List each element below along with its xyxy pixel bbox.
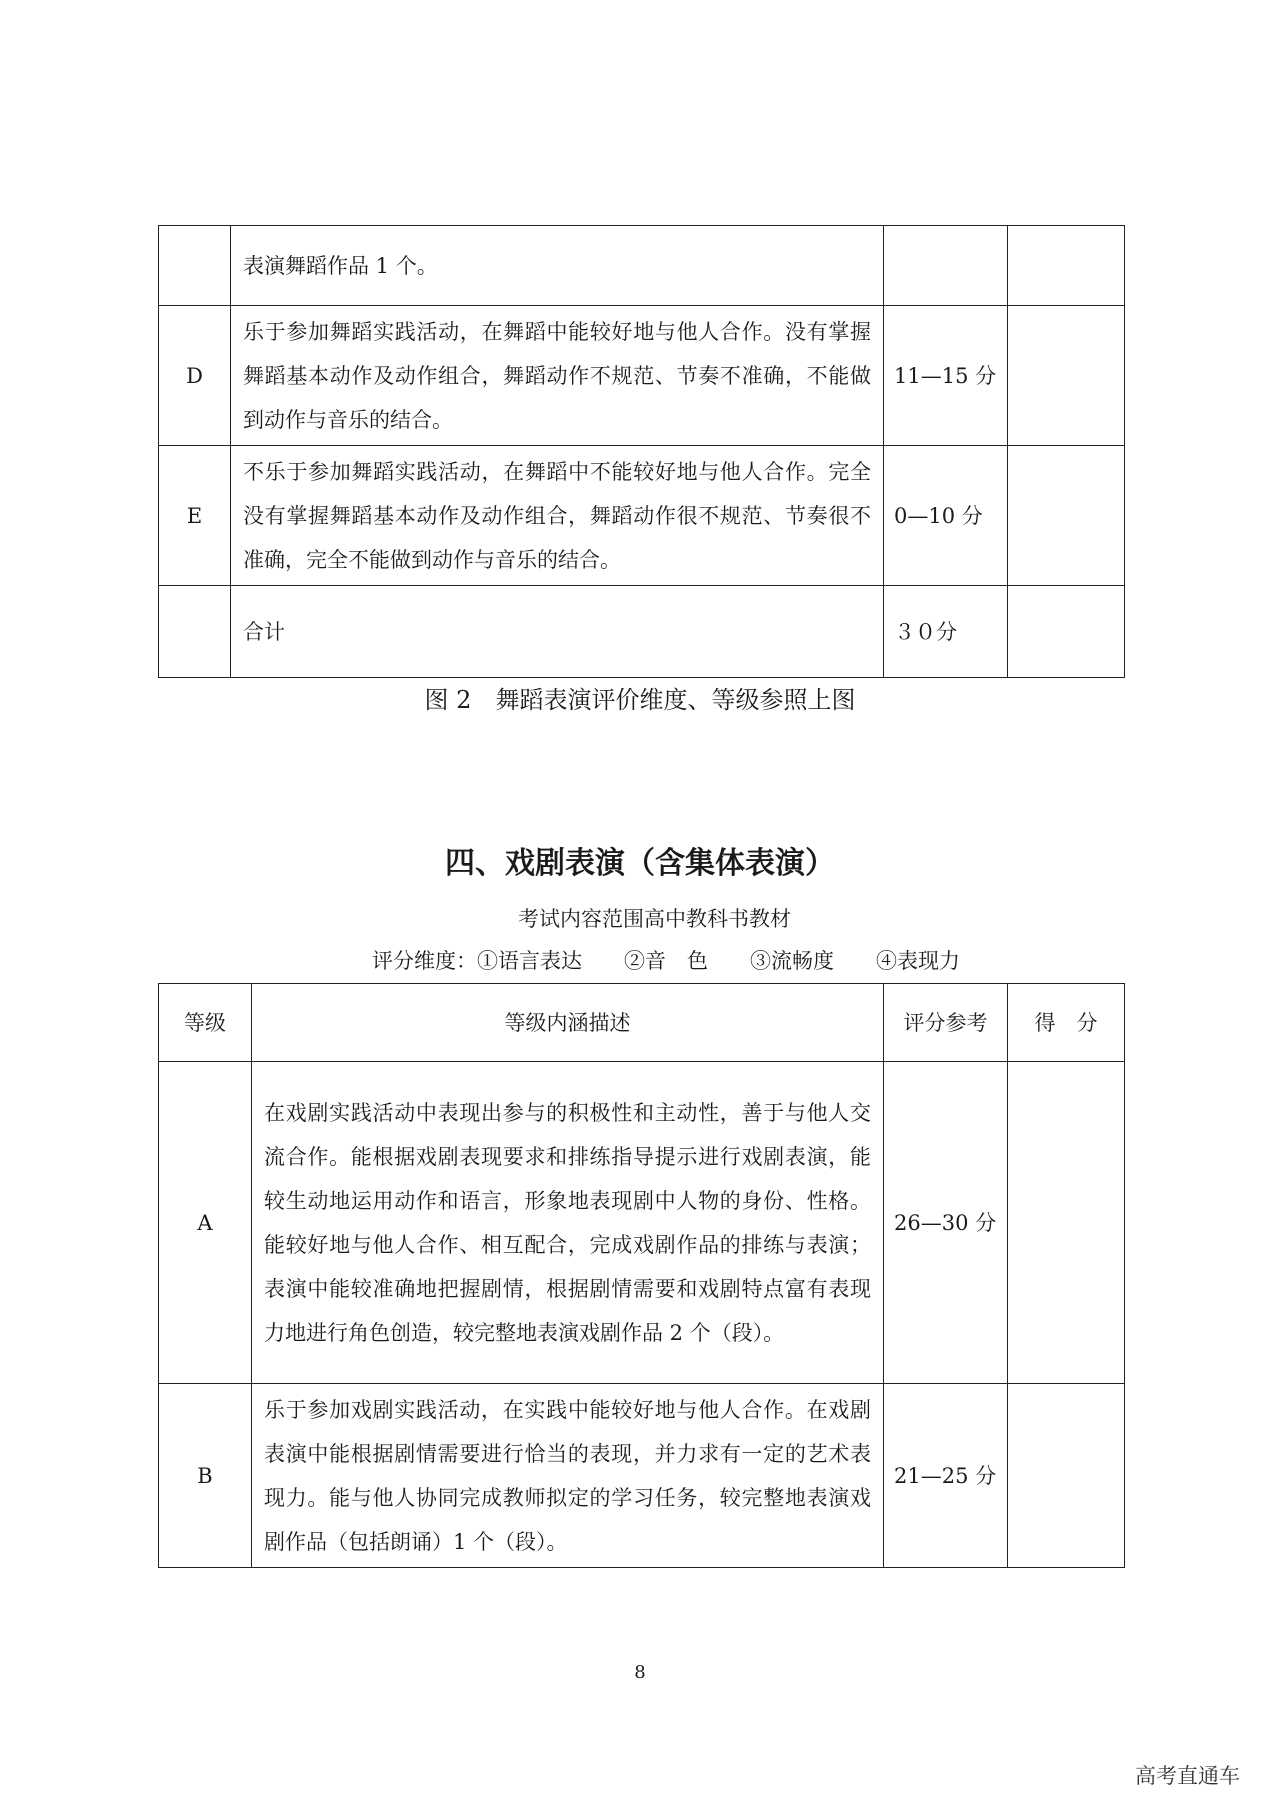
score-cell [1008, 446, 1125, 586]
total-score-cell: ３０分 [884, 586, 1008, 678]
grade-cell: A [159, 1062, 252, 1384]
score-ref-cell [884, 226, 1008, 306]
score-ref-cell: 0—10 分 [884, 446, 1008, 586]
header-grade: 等级 [159, 984, 252, 1062]
table-row [159, 1062, 1125, 1384]
grade-cell [159, 586, 231, 678]
score-cell [1008, 1062, 1125, 1384]
score-cell [1008, 306, 1125, 446]
score-ref-cell: 21—25 分 [884, 1384, 1008, 1568]
table-row [159, 306, 1125, 446]
header-score-ref: 评分参考 [884, 984, 1008, 1062]
drama-evaluation-table [158, 983, 1125, 1568]
exam-scope: 考试内容范围高中教科书教材 [518, 907, 791, 931]
watermark: 高考直通车 [1135, 1764, 1240, 1788]
description-cell: 乐于参加戏剧实践活动，在实践中能较好地与他人合作。在戏剧表演中能根据剧情需要进行恰当的表现，并力求有一定的艺术表现力。能与他人协同完成教师拟定的学习任务，较完整地表演戏剧作品（包括朗诵）1 个（段）。 [252, 1384, 884, 1568]
dance-evaluation-table [158, 225, 1125, 678]
description-cell: 乐于参加舞蹈实践活动，在舞蹈中能较好地与他人合作。没有掌握舞蹈基本动作及动作组合，舞蹈动作不规范、节奏不准确，不能做到动作与音乐的结合。 [231, 306, 884, 446]
description-cell: 表演舞蹈作品 1 个。 [231, 226, 884, 306]
table-row [159, 1384, 1125, 1568]
section-title: 四、戏剧表演（含集体表演） [445, 846, 835, 881]
score-ref-cell: 26—30 分 [884, 1062, 1008, 1384]
grade-cell: D [159, 306, 231, 446]
score-cell [1008, 226, 1125, 306]
table-row [159, 226, 1125, 306]
figure-caption: 图 2 舞蹈表演评价维度、等级参照上图 [424, 686, 856, 714]
description-cell: 在戏剧实践活动中表现出参与的积极性和主动性，善于与他人交流合作。能根据戏剧表现要求和排练指导提示进行戏剧表演，能较生动地运用动作和语言，形象地表现剧中人物的身份、性格。能较好地与他人合作、相互配合，完成戏剧作品的排练与表演；表演中能较准确地把握剧情，根据剧情需要和戏剧特点富有表现力地进行角色创造，较完整地表演戏剧作品 2 个（段）。 [252, 1062, 884, 1384]
score-cell [1008, 1384, 1125, 1568]
table-row [159, 446, 1125, 586]
header-score: 得 分 [1008, 984, 1125, 1062]
table-row [159, 586, 1125, 678]
score-cell [1008, 586, 1125, 678]
table-header-row [159, 984, 1125, 1062]
grade-cell: B [159, 1384, 252, 1568]
header-description: 等级内涵描述 [252, 984, 884, 1062]
description-cell: 不乐于参加舞蹈实践活动，在舞蹈中不能较好地与他人合作。完全没有掌握舞蹈基本动作及动作组合，舞蹈动作很不规范、节奏很不准确，完全不能做到动作与音乐的结合。 [231, 446, 884, 586]
grade-cell: E [159, 446, 231, 586]
grade-cell [159, 226, 231, 306]
page-number: 8 [634, 1662, 646, 1683]
scoring-dimensions: 评分维度：①语言表达 ②音 色 ③流畅度 ④表现力 [372, 949, 960, 973]
total-label-cell: 合计 [231, 586, 884, 678]
score-ref-cell: 11—15 分 [884, 306, 1008, 446]
